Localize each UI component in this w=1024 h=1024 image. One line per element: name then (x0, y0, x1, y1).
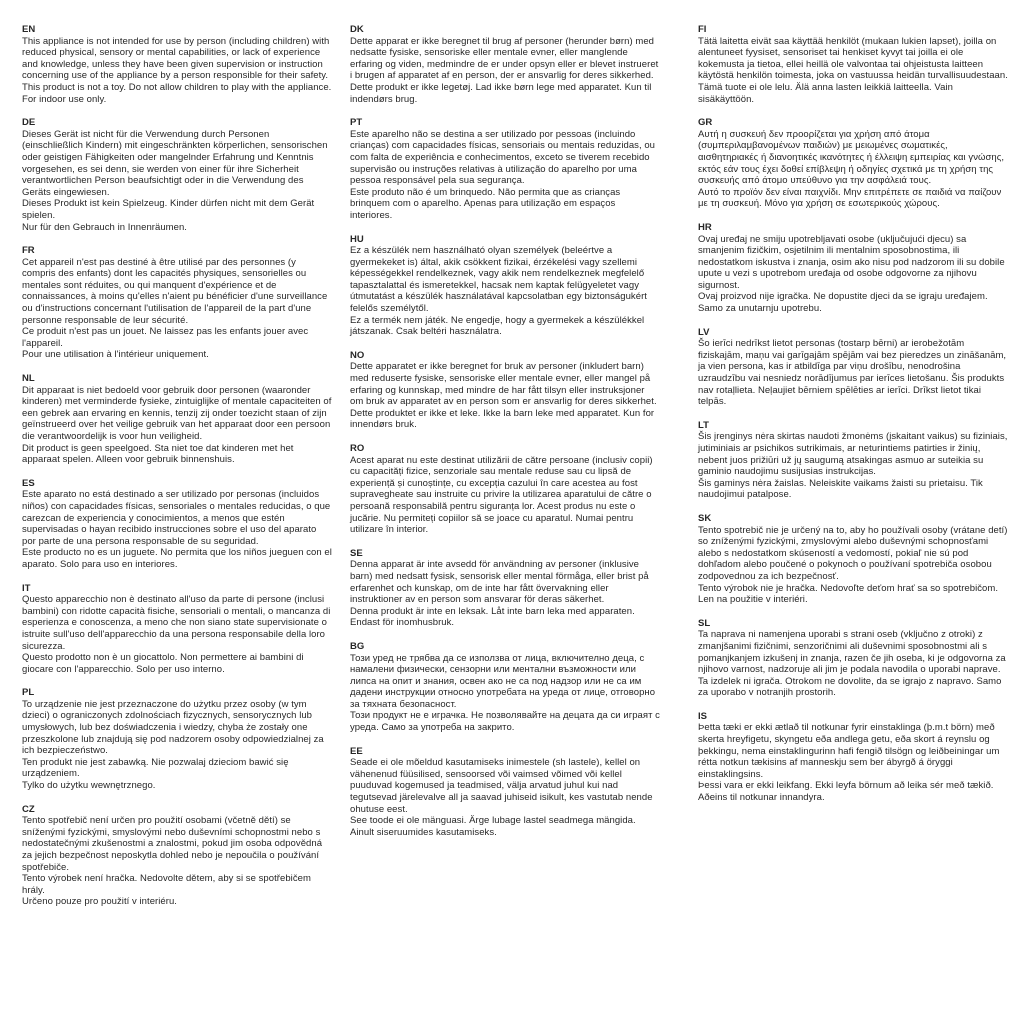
section-paragraph: Ovaj uređaj ne smiju upotrebljavati osobe (uključujući djecu) sa smanjenim fizičkim, osjetilnim ili mentalnim sposobnostima, ili nedostatkom iskustva i znanja, osim ako nisu pod nadzorom ili su dobile upute u vezi s upotrebom uređaja od osobe odgovorne za njihovu sigurnost. (698, 233, 1005, 291)
section-paragraph: Ta naprava ni namenjena uporabi s strani oseb (vključno z otroki) z zmanjšanimi fizičnimi, senzoričnimi ali duševnimi sposobnostmi ali s pomanjkanjem izkušenj in znanja, razen če jih oseba, ki je odgovorna za njihovo varnost, nadzoruje ali jim je podala navodila o uporabi naprave. (698, 629, 1006, 676)
language-code: LT (698, 419, 709, 431)
language-section-lt (698, 420, 1008, 501)
section-paragraph: Pour une utilisation à l'intérieur uniquement. (22, 349, 209, 361)
section-paragraph: Dette produkt er ikke legetøj. Lad ikke børn lege med apparatet. Kun til indendørs brug. (350, 81, 652, 105)
column (698, 24, 1008, 816)
language-code: RO (350, 443, 365, 454)
language-code: BG (350, 640, 365, 652)
language-section-sk (698, 513, 1008, 606)
section-paragraph: Denna apparat är inte avsedd för användning av personer (inklusive barn) med nedsatt fysisk, sensorisk eller mental förmåga, eller brist på erfarenhet och kunskap, om de inte har fått övervakning eller instruktioner av en person som ansvarar för deras säkerhet. (350, 559, 649, 606)
column (350, 24, 660, 850)
section-paragraph: Dette apparatet er ikke beregnet for bruk av personer (inkludert barn) med reduserte fysiske, sensoriske eller mentale evner, eller mangel på erfaring og kunnskap, med mindre de har fått tilsyn eller instruksjoner om bruk av apparatet av en person som er ansvarlig for deres sikkerhet. (350, 361, 657, 408)
section-paragraph: Tylko do użytku wewnętrznego. (22, 780, 156, 792)
language-code: NL (22, 373, 35, 385)
section-paragraph: Този продукт не е играчка. Не позволявайте на децата да си играят с уреда. Само за употреба на закрито. (350, 710, 660, 734)
section-paragraph: Þetta tæki er ekki ætlað til notkunar fyrir einstaklinga (þ.m.t börn) með skerta hreyfigetu, skyngetu eða andlega getu, eða skort á reynslu og þekkingu, nema einstaklingurinn hafi fengið tilsögn og leiðbeiningar um rétta notkun tækisins af manneskju sem ber ábyrgð á öryggi einstaklingsins. (698, 722, 1000, 780)
section-paragraph: Dit apparaat is niet bedoeld voor gebruik door personen (waaronder kinderen) met verminderde fysieke, zintuiglijke of mentale capaciteiten of een gebrek aan ervaring en kennis, tenzij zij onder toezicht staan of zijn geïnstrueerd over het veilige gebruik van het apparaat door een persoon die verantwoordelijk is voor hun veiligheid. (22, 384, 332, 442)
section-paragraph: Dieses Produkt ist kein Spielzeug. Kinder dürfen nicht mit dem Gerät spielen. (22, 198, 315, 221)
section-paragraph: Αυτό το προϊόν δεν είναι παιχνίδι. Μην επιτρέπετε σε παιδιά να παίζουν με τη συσκευή. Μόνο για χρήση σε εσωτερικούς χώρους. (698, 186, 1002, 210)
section-paragraph: To urządzenie nie jest przeznaczone do użytku przez osoby (w tym dzieci) o ograniczonych zdolnościach fizycznych, sensorycznych lub umysłowych, lub bez doświadczenia i wiedzy, chyba że zostały one przeszkolone lub znajdują się pod nadzorem osoby odpowiedzialnej za ich bezpieczeństwo. (22, 698, 324, 757)
language-section-lv (698, 327, 1008, 408)
section-paragraph: Ovaj proizvod nije igračka. Ne dopustite djeci da se igraju uređajem. Samo za unutarnju upotrebu. (698, 291, 988, 315)
section-paragraph: Dette produktet er ikke et leke. Ikke la barn leke med apparatet. Kun for innendørs bruk. (350, 407, 655, 431)
language-code: IT (22, 582, 31, 594)
language-section-de (22, 117, 332, 233)
language-code: NO (350, 349, 365, 361)
language-section-es (22, 478, 332, 571)
language-section-bg (350, 641, 660, 734)
language-code: EN (22, 24, 36, 35)
language-section-se (350, 548, 660, 629)
language-section-dk (350, 24, 660, 105)
language-section-ee (350, 746, 660, 839)
section-paragraph: This appliance is not intended for use by person (including children) with reduced physical, sensory or mental capabilities, or lack of experience and knowledge, unless they have been given supervision or instruction concerning use of the appliance by a person responsible for their safety. (22, 35, 330, 82)
language-code: IS (698, 710, 707, 722)
language-section-en (22, 24, 332, 105)
section-paragraph: Þessi vara er ekki leikfang. Ekki leyfa börnum að leika sér með tækið. Aðeins til notkunar innandyra. (698, 780, 994, 804)
language-code: PT (350, 117, 363, 129)
section-paragraph: Tätä laitetta eivät saa käyttää henkilöt (mukaan lukien lapset), joilla on alentuneet fyysiset, sensoriset tai henkiset kyvyt tai joilla ei ole kokemusta ja tietoa, ellei heillä ole valvontaa tai ohjeistusta laitteen käytöstä henkilön toimesta, joka on vastuussa heidän turvallisuudestaan. (698, 35, 1008, 82)
section-paragraph: Tento spotřebič není určen pro použití osobami (včetně dětí) se sníženými fyzickými, smyslovými nebo duševními schopnostmi nebo s nedostatečnými zkušenostmi a znalostmi, pokud jim osoba odpovědná za jejich bezpečnost neposkytla dohled nebo je nepoučila o používání spotřebiče. (22, 815, 323, 873)
section-paragraph: Tämä tuote ei ole lelu. Älä anna lasten leikkiä laitteella. Vain sisäkäyttöön. (698, 81, 953, 105)
section-paragraph: See toode ei ole mänguasi. Ärge lubage lastel seadmega mängida. Ainult siseruumides kasutamiseks. (350, 815, 636, 838)
language-section-fi (698, 24, 1008, 105)
section-paragraph: Този уред не трябва да се използва от лица, включително деца, с намалени физически, сензорни или ментални възможности или липса на опит и знания, освен ако не са под надзор или не са им дадени инструкции относно употребата на уреда от лице, отговорно за тяхната безопасност. (350, 652, 656, 710)
section-paragraph: Este producto no es un juguete. No permita que los niños jueguen con el aparato. Solo para uso en interiores. (22, 547, 332, 570)
section-paragraph: This product is not a toy. Do not allow children to play with the appliance. (22, 81, 332, 93)
language-code: PL (22, 687, 35, 699)
language-code: GR (698, 117, 713, 129)
section-paragraph: Tento spotrebič nie je určený na to, aby ho používali osoby (vrátane detí) so zníženými fyzickými, zmyslovými alebo duševnými schopnosťami alebo s nedostatkom skúseností a vedomostí, pokiaľ nie sú pod dohľadom alebo poučené o pokynoch o používaní spotrebiča osobou zodpovednou za ich bezpečnosť. (698, 524, 1008, 582)
section-paragraph: Este aparato no está destinado a ser utilizado por personas (incluidos niños) con capacidades físicas, sensoriales o mentales reducidas, o que carezcan de experiencia y conocimientos, a menos que estén supervisadas o hayan recibido instrucciones sobre el uso del aparato por parte de una persona responsable de su seguridad. (22, 489, 331, 547)
language-section-hu (350, 234, 660, 338)
language-section-pl (22, 687, 332, 791)
section-paragraph: Ez a készülék nem használható olyan személyek (beleértve a gyermekeket is) által, akik csökkent fizikai, érzékelési vagy szellemi képességekkel rendelkeznek, vagy akik nem rendelkeznek megfelelő tapasztalattal és ismeretekkel, hacsak nem kaptak felügyeletet vagy útmutatást a készülék használatával kapcsolatban egy biztonságukért felelős személytől. (350, 245, 647, 315)
section-paragraph: Seade ei ole mõeldud kasutamiseks inimestele (sh lastele), kellel on vähenenud füüsilised, sensoorsed või vaimsed võimed või kellel puuduvad kogemused ja teadmised, välja arvatud juhul kui nad tegutsevad järelevalve all ja saavad juhiseid isikult, kes vastutab nende ohutuse eest. (350, 757, 653, 815)
language-code: SE (350, 547, 363, 559)
section-paragraph: For indoor use only. (22, 93, 107, 105)
section-paragraph: Tento výrobek není hračka. Nedovolte dětem, aby si se spotřebičem hrály. (22, 873, 311, 896)
language-code: FR (22, 245, 35, 257)
section-paragraph: Cet appareil n'est pas destiné à être utilisé par des personnes (y compris des enfants) dont les capacités physiques, sensorielles ou mentales sont réduites, ou qui manquent d'expérience et de connaissances, à moins qu'elles n'aient pu bénéficier d'une surveillance ou d'instructions concernant l'utilisation de l'appareil de la part d'une personne responsable de leur sécurité. (22, 256, 328, 326)
language-section-nl (22, 373, 332, 466)
language-code: SK (698, 512, 712, 524)
section-paragraph: Tento výrobok nie je hračka. Nedovoľte deťom hrať sa so spotrebičom. Len na použitie v interiéri. (698, 582, 999, 606)
section-paragraph: Ten produkt nie jest zabawką. Nie pozwalaj dzieciom bawić się urządzeniem. (22, 756, 289, 780)
language-section-fr (22, 245, 332, 361)
section-paragraph: Šis gaminys nėra žaislas. Neleiskite vaikams žaisti su prietaisu. Tik naudojimui patalpose. (698, 477, 983, 501)
section-paragraph: Ta izdelek ni igrača. Otrokom ne dovolite, da se igrajo z napravo. Samo za uporabo v notranjih prostorih. (698, 675, 1002, 699)
language-section-is (698, 711, 1008, 804)
section-paragraph: Určeno pouze pro použití v interiéru. (22, 896, 177, 908)
section-paragraph: Acest aparat nu este destinat utilizării de către persoane (inclusiv copii) cu capacități fizice, senzoriale sau mentale reduse sau cu lipsă de experiență și cunoștințe, cu excepția cazului în care acestea au fost supravegheate sau instruite cu privire la utilizarea aparatului de către o persoană responsabilă pentru siguranța lor. Acest produs nu este o jucărie. Nu permiteți copiilor să se joace cu aparatul. Numai pentru utilizare în interior. (350, 454, 653, 536)
language-code: HU (350, 233, 364, 245)
section-paragraph: Denna produkt är inte en leksak. Låt inte barn leka med apparaten. Endast för inomhusbruk. (350, 605, 635, 629)
section-paragraph: Dieses Gerät ist nicht für die Verwendung durch Personen (einschließlich Kindern) mit eingeschränkten körperlichen, sensorischen oder geistigen Fähigkeiten oder mangelnder Erfahrung und Kenntnis vorgesehen, es sei denn, sie werden von einer für ihre Sicherheit verantwortlichen Person beaufsichtigt oder in die Verwendung des Geräts eingewiesen. (22, 128, 328, 198)
section-paragraph: Αυτή η συσκευή δεν προορίζεται για χρήση από άτομα (συμπεριλαμβανομένων παιδιών) με μειωμένες σωματικές, αισθητηριακές ή διανοητικές ικανότητες ή έλλειψη εμπειρίας και γνώσης, εκτός εάν τους έχει δοθεί επίβλεψη ή οδηγίες σχετικά με τη χρήση της συσκευής από άτομο υπεύθυνο για την ασφάλειά τους. (698, 128, 1005, 187)
language-section-hr (698, 222, 1008, 315)
section-paragraph: Ce produit n'est pas un jouet. Ne laissez pas les enfants jouer avec l'appareil. (22, 326, 309, 349)
language-code: LV (698, 326, 710, 338)
section-paragraph: Šis įrenginys nėra skirtas naudoti žmonėms (įskaitant vaikus) su fiziniais, jutiminiais ar psichikos sutrikimais, ar neturintiems patirties ir žinių, nebent juos prižiūri už jų saugumą atsakingas asmuo ar suteikia su gaminio naudojimu susijusias instrukcijas. (698, 431, 1008, 478)
column (22, 24, 332, 920)
language-code: FI (698, 24, 707, 35)
section-paragraph: Nur für den Gebrauch in Innenräumen. (22, 221, 187, 233)
language-section-gr (698, 117, 1008, 210)
language-code: ES (22, 477, 35, 489)
language-code: DE (22, 117, 36, 129)
language-code: EE (350, 745, 363, 757)
section-paragraph: Questo prodotto non è un giocattolo. Non permettere ai bambini di giocare con l'apparecchio. Solo per uso interno. (22, 652, 304, 675)
section-paragraph: Este produto não é um brinquedo. Não permita que as crianças brinquem com o aparelho. Apenas para utilização em espaços interiores. (350, 186, 621, 221)
language-code: DK (350, 24, 364, 35)
language-section-cz (22, 804, 332, 908)
language-code: SL (698, 617, 711, 629)
language-section-ro (350, 443, 660, 536)
language-section-pt (350, 117, 660, 221)
section-paragraph: Questo apparecchio non è destinato all'uso da parte di persone (inclusi bambini) con ridotte capacità fisiche, sensoriali o mentali, o mancanza di esperienza e conoscenza, a meno che non siano state supervisionate o istruite sull'uso dell'apparecchio da una persona responsabile della loro sicurezza. (22, 594, 331, 652)
language-code: CZ (22, 803, 35, 815)
section-paragraph: Šo ierīci nedrīkst lietot personas (tostarp bērni) ar ierobežotām fiziskajām, maņu vai garīgajām spējām vai bez pieredzes un zināšanām, ja vien persona, kas ir atbildīga par viņu drošību, nenodrošina uzraudzību vai nesniedz norādījumus par ierīces lietošanu. Šis produkts nav rotaļlieta. Neļaujiet bērniem spēlēties ar ierīci. Drīkst lietot tikai telpās. (698, 338, 1007, 408)
language-section-no (350, 350, 660, 431)
section-paragraph: Ez a termék nem játék. Ne engedje, hogy a gyermekek a készülékkel játszanak. Csak beltéri használatra. (350, 314, 645, 338)
language-section-sl (698, 618, 1008, 699)
section-paragraph: Este aparelho não se destina a ser utilizado por pessoas (incluindo crianças) com capacidades físicas, sensoriais ou mentais reduzidas, ou com falta de experiência e conhecimentos, exceto se tiverem recebido supervisão ou instruções relativas à utilização do aparelho por uma pessoa responsável pela sua segurança. (350, 128, 656, 187)
language-section-it (22, 583, 332, 676)
section-paragraph: Dette apparat er ikke beregnet til brug af personer (herunder børn) med nedsatte fysiske, sensoriske eller mentale evner, eller manglende erfaring og viden, medmindre de er under opsyn eller er blevet instrueret i brugen af apparatet af en person, der er ansvarlig for deres sikkerhed. (350, 35, 659, 82)
section-paragraph: Dit product is geen speelgoed. Sta niet toe dat kinderen met het apparaat spelen. Alleen voor gebruik binnenshuis. (22, 442, 294, 466)
language-code: HR (698, 221, 712, 233)
